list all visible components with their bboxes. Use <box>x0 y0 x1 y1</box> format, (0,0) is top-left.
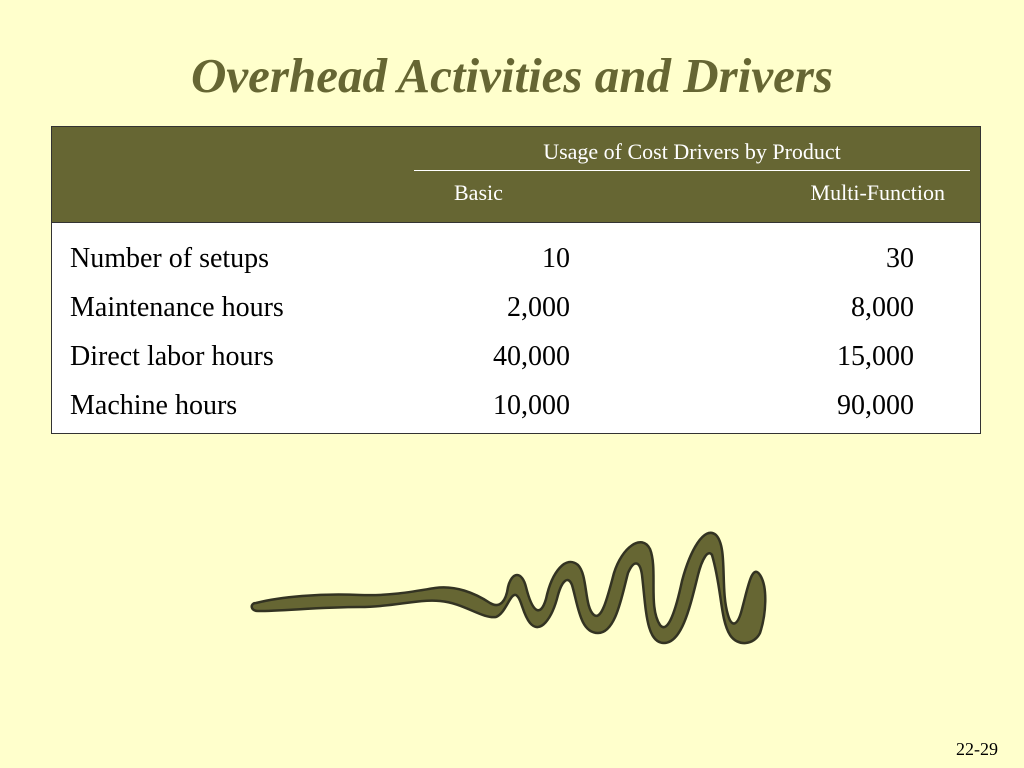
row-label: Maintenance hours <box>70 292 284 323</box>
multi-function-value: 8,000 <box>851 292 914 323</box>
table-row <box>52 335 980 384</box>
basic-value: 10 <box>542 243 570 274</box>
row-label: Machine hours <box>70 390 238 421</box>
multi-function-value: 90,000 <box>837 390 914 421</box>
squiggle-icon <box>250 515 780 655</box>
group-header-rule <box>414 170 970 171</box>
basic-value: 10,000 <box>493 390 570 421</box>
cost-driver-table <box>51 126 981 434</box>
table-body <box>52 237 980 433</box>
table-header <box>52 127 980 223</box>
table-row <box>52 286 980 335</box>
row-label: Direct labor hours <box>70 341 274 372</box>
row-label: Number of setups <box>70 243 270 274</box>
basic-value: 2,000 <box>507 292 570 323</box>
column-header-multi-function: Multi-Function <box>810 180 945 205</box>
table-row <box>52 237 980 286</box>
page-number: 22-29 <box>956 739 998 759</box>
multi-function-value: 30 <box>886 243 914 274</box>
table-row <box>52 384 980 433</box>
multi-function-value: 15,000 <box>837 341 914 372</box>
basic-value: 40,000 <box>493 341 570 372</box>
slide-title: Overhead Activities and Drivers <box>191 48 833 103</box>
group-header-label: Usage of Cost Drivers by Product <box>543 139 841 164</box>
column-header-basic: Basic <box>454 180 503 205</box>
